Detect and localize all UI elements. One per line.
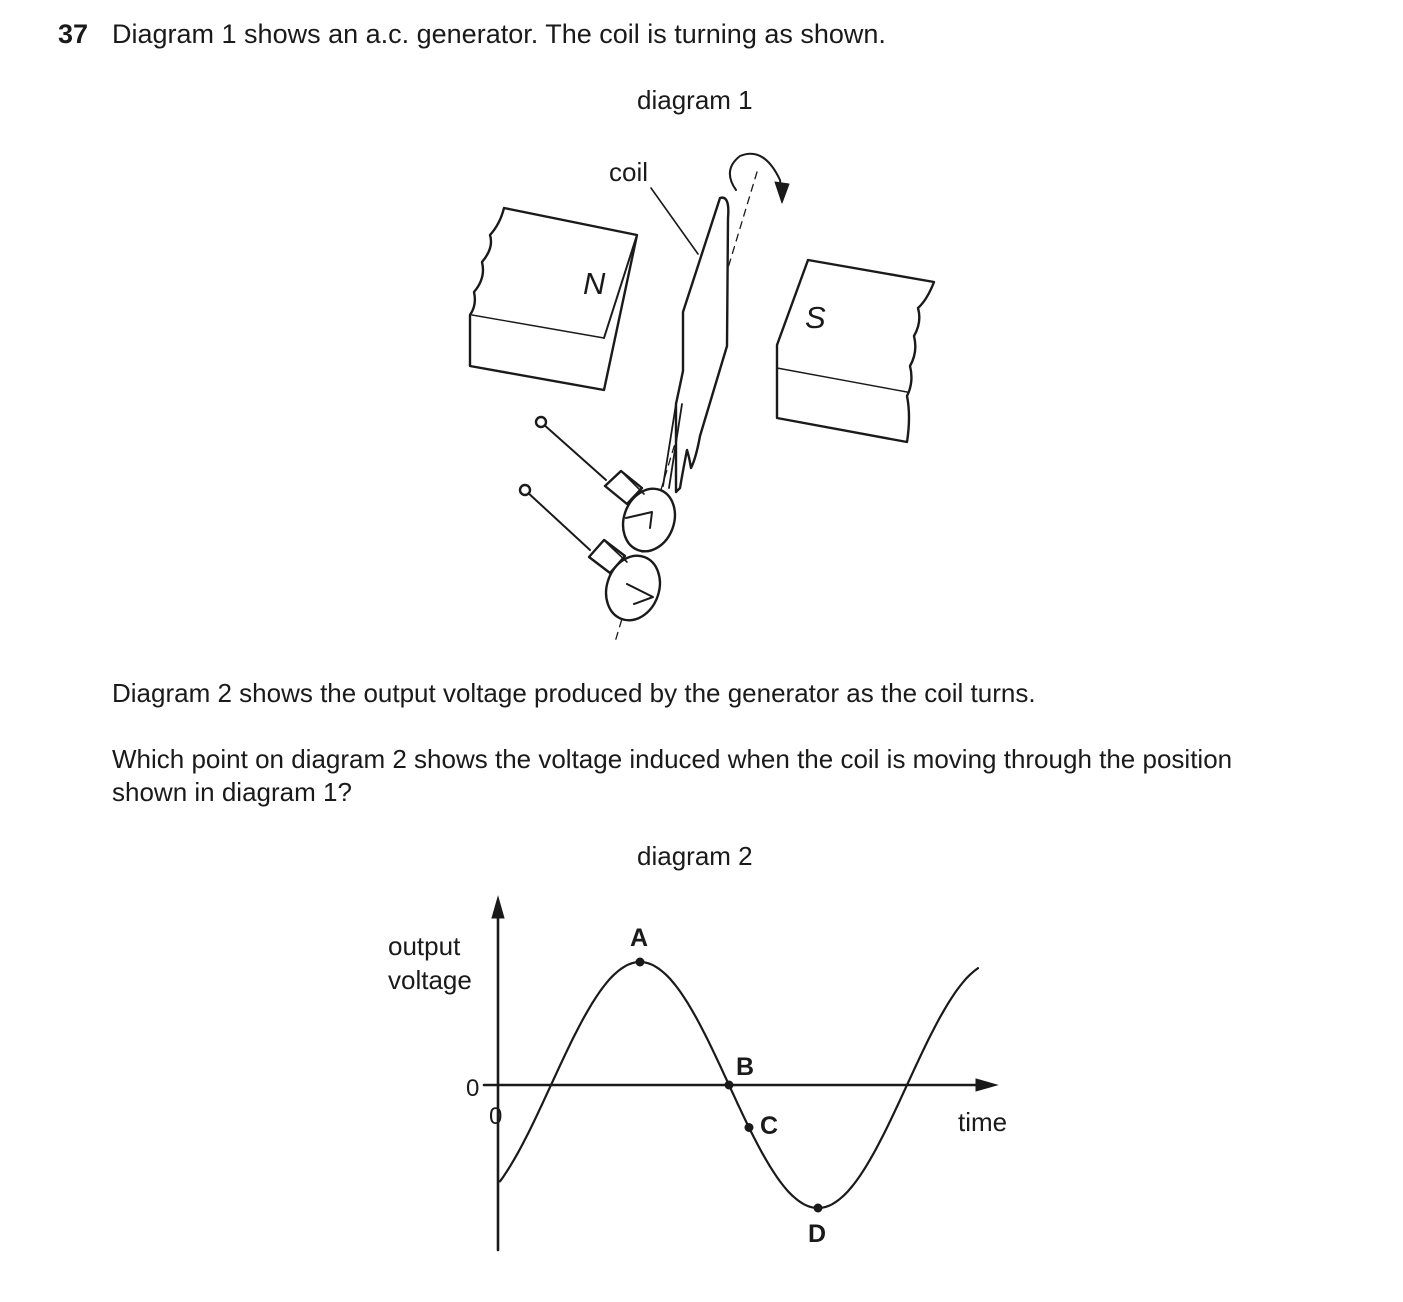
point-C-label: C [760,1112,779,1140]
point-A-marker [636,958,645,967]
y-axis-label-line1: output [388,931,461,961]
x-axis-arrow [976,1079,997,1091]
point-B-marker [725,1081,734,1090]
south-pole-label: S [805,300,826,335]
point-B-label: B [736,1053,755,1081]
x-axis-label: time [958,1107,1008,1137]
y-axis-arrow [492,897,504,918]
x-origin-label: 0 [489,1103,503,1130]
question-line1: Which point on diagram 2 shows the voltage induced when the coil is moving through the position [112,744,1233,774]
question-number: 37 [58,19,89,49]
question-intro: Diagram 1 shows an a.c. generator. The coil is turning as shown. [112,19,886,49]
point-C-marker [745,1123,754,1132]
paragraph-diagram2: Diagram 2 shows the output voltage produced by the generator as the coil turns. [112,678,1036,708]
y-origin-label: 0 [466,1075,480,1102]
point-D-marker [814,1204,823,1213]
diagram1-caption: diagram 1 [637,85,753,115]
question-line2: shown in diagram 1? [112,777,352,807]
point-D-label: D [808,1220,827,1248]
y-axis-label-line2: voltage [388,965,472,995]
coil-label: coil [609,157,649,187]
diagram2-caption: diagram 2 [637,841,753,871]
north-pole-label: N [583,266,606,301]
point-A-label: A [630,924,649,952]
